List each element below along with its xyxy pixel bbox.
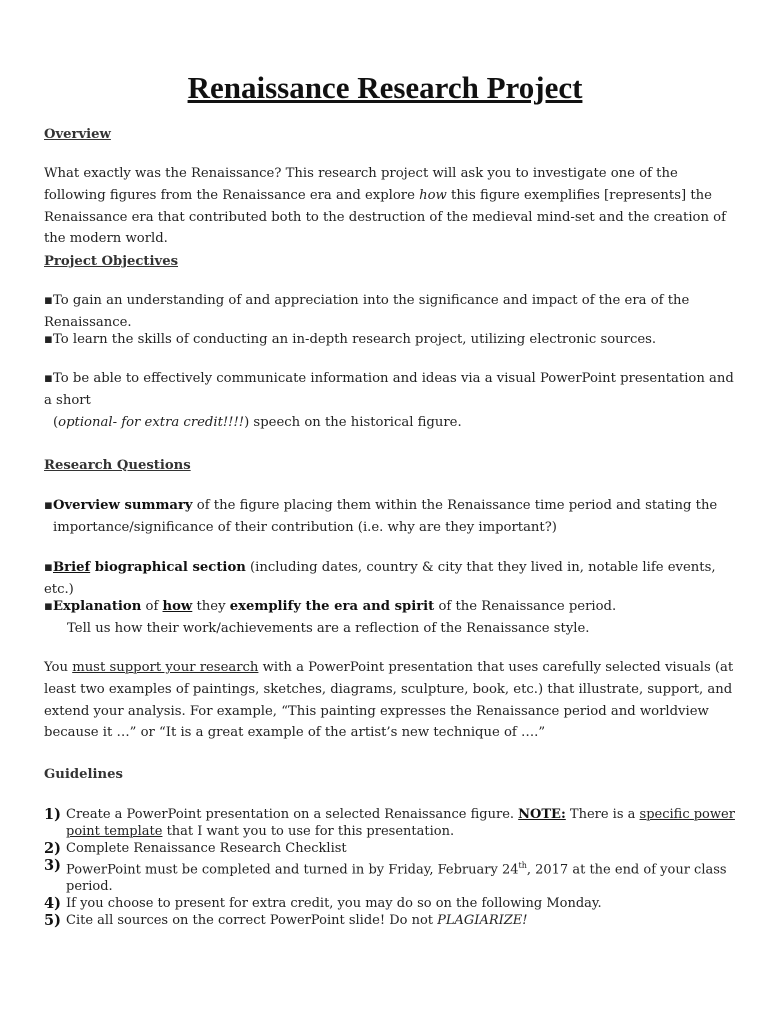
overview-emphasis: how [419,187,447,203]
guideline-item [44,857,744,895]
support-paragraph [44,657,734,744]
guideline-text: PowerPoint must be completed and turned in by Friday, February 24 [66,862,519,878]
ordinal-suffix: th [518,861,527,870]
guideline-number: 2) [44,840,61,857]
question-item [44,596,744,640]
overview-heading: Overview [44,127,111,142]
question-bold-underlined: Brief [53,560,91,575]
guideline-number: 3) [44,857,61,874]
template-reference: specific power point template [66,807,735,839]
extra-credit-note: optional- for extra credit!!!! [58,415,245,430]
question-bold: Explanation [53,599,142,614]
objective-text: To learn the skills of conducting an in-depth research project, utilizing electronic sources. [53,332,657,347]
guideline-item [44,840,744,857]
objective-item [44,290,744,334]
guideline-text: There is a [565,807,640,822]
objective-text: To be able to effectively communicate information and ideas via a visual PowerPoint presentation and a short [44,371,734,408]
page-title: Renaissance Research Project [187,70,583,105]
bullet-icon: ▪ [44,293,53,308]
guideline-number: 1) [44,806,61,823]
support-requirement: must support your research [72,660,259,675]
support-text: You [44,660,73,675]
objective-text-cont [44,415,462,430]
guideline-item [44,912,744,929]
bullet-icon: ▪ [44,332,53,347]
bullet-icon: ▪ [44,498,53,513]
bullet-icon: ▪ [44,560,53,575]
guideline-number: 5) [44,912,61,930]
overview-text-1: What exactly was the Renaissance? This research project will ask you to investigate one of the following figures from the Renaissance era and explore [44,166,678,203]
plagiarize-warning: PLAGIARIZE! [437,913,528,929]
objective-item [44,368,744,434]
guideline-text: Create a PowerPoint presentation on a selected Renaissance figure. [66,807,519,822]
question-text-cont: importance/significance of their contribution (i.e. why are they important?) [53,520,557,535]
guideline-text: Cite all sources on the correct PowerPoint slide! Do not [66,913,438,929]
objective-item [44,329,744,351]
guidelines-list [44,806,744,929]
question-bold-underlined: how [162,599,193,614]
question-text: of [141,599,163,614]
bullet-icon: ▪ [44,599,53,614]
overview-text-2: this figure exemplifies [represents] the Renaissance era that contributed both to the destruction of the medieval mind-set and the creation of the modern world. [44,187,726,247]
support-text: with a PowerPoint presentation that uses carefully selected visuals (at least two examples of paintings, sketches, diagrams, sculpture, book, etc.) that illustrate, support, and extend your analysis. For example, “This painting expresses the Renaissance period and worldview because it …” or “It is a great example of the artist’s new technique of ….” [44,660,734,741]
guideline-text: If you choose to present for extra credit, you may do so on the following Monday. [66,896,602,912]
question-text-cont: Tell us how their work/achievements are a reflection of the Renaissance style. [67,621,590,636]
question-bold: biographical section [90,560,246,575]
questions-heading: Research Questions [44,458,191,473]
question-item [44,557,744,601]
guideline-number: 4) [44,895,61,913]
guideline-item [44,806,744,840]
guideline-item [44,895,744,912]
question-text: they [192,599,230,614]
objective-text: To gain an understanding of and appreciation into the significance and impact of the era of the Renaissance. [44,293,690,330]
guideline-text: , 2017 at the end of your class period. [66,862,727,895]
question-text: (including dates, country & city that they lived in, notable life events, etc.) [44,560,716,597]
objective-text-end: ) speech on the historical figure. [244,415,462,430]
question-item [44,495,744,539]
bullet-icon: ▪ [44,371,53,386]
guideline-text: that I want you to use for this presentation. [162,824,455,839]
overview-paragraph [44,163,734,250]
question-text: of the figure placing them within the Renaissance time period and stating the [192,498,718,513]
question-text: of the Renaissance period. [434,599,617,614]
objectives-heading: Project Objectives [44,254,179,269]
guideline-text: Complete Renaissance Research Checklist [66,841,347,856]
paren-open: ( [53,415,59,430]
question-bold: exemplify the era and spirit [229,599,435,614]
question-bold: Overview summary [53,498,193,513]
guidelines-heading: Guidelines [44,767,123,782]
note-label: NOTE: [518,807,566,822]
